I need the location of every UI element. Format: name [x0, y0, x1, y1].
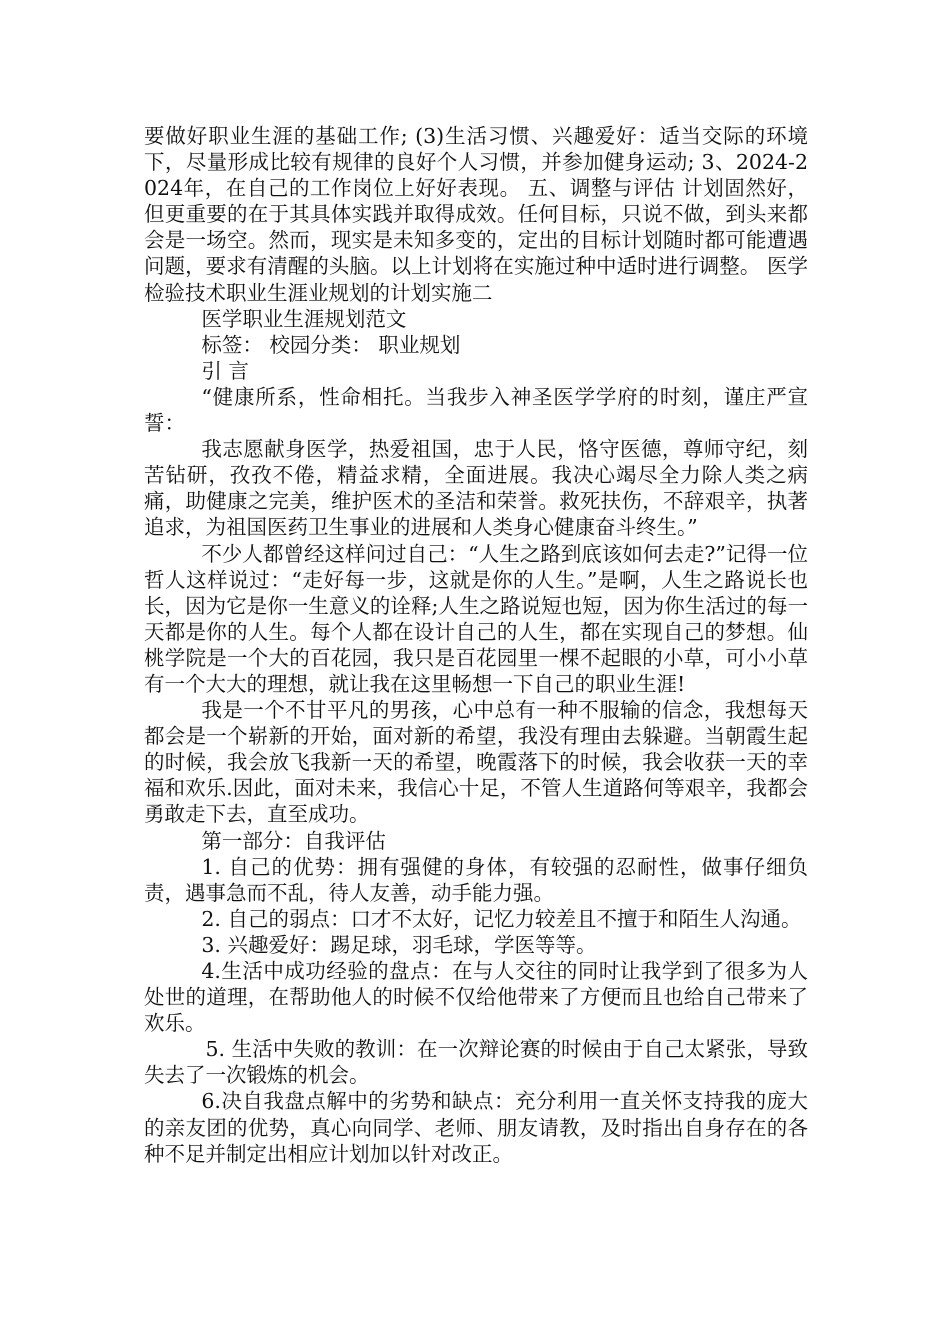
paragraph-oath-opening: “健康所系，性命相托。当我步入神圣医学学府的时刻，谨庄严宣誓：	[144, 384, 808, 436]
paragraph-self-belief: 我是一个不甘平凡的男孩，心中总有一种不服输的信念，我想每天都会是一个崭新的开始，面对新的希望，我没有理由去躲避。当朝霞生起的时候，我会放飞我新一天的希望，晚霞落下的时候，我会收获一天的幸福和欢乐.因此，面对未来，我信心十足，不管人生道路何等艰辛，我都会勇敢走下去，直至成功。	[144, 698, 808, 827]
list-item-improvement-plan: 6.决自我盘点解中的劣势和缺点：充分利用一直关怀支持我的庞大的亲友团的优势，真心向同学、老师、朋友请教，及时指出自身存在的各种不足并制定出相应计划加以针对改正。	[144, 1089, 808, 1166]
paragraph-life-path: 不少人都曾经这样问过自己：“人生之路到底该如何去走?”记得一位哲人这样说过：“走好每一步，这就是你的人生。”是啊，人生之路说长也长，因为它是你一生意义的诠释;人生之路说短也短，因为你生活过的每一天都是你的人生。每个人都在设计自己的人生，都在实现自己的梦想。仙桃学院是一个大的百花园，我只是百花园里一棵不起眼的小草，可小小草有一个大大的理想，就让我在这里畅想一下自己的职业生涯!	[144, 541, 808, 696]
paragraph-intro-continuation: 要做好职业生涯的基础工作; (3)生活习惯、兴趣爱好：适当交际的环境下，尽量形成比较有规律的良好个人习惯，并参加健身运动; 3、2024-2024年，在自己的工作岗位上好好表现。 五、调整与评估 计划固然好，但更重要的在于其具体实践并取得成效。任何目标，只说不做，到头来都会是一场空。然而，现实是未知多变的，定出的目标计划随时都可能遭遇问题，要求有清醒的头脑。以上计划将在实施过种中适时进行调整。 医学检验技术职业生涯业规划的计划实施二	[144, 124, 808, 305]
document-tags: 标签： 校园分类： 职业规划	[201, 332, 461, 357]
paragraph-oath-body: 我志愿献身医学，热爱祖国，忠于人民，恪守医德，尊师守纪，刻苦钻研，孜孜不倦，精益求精，全面进展。我决心竭尽全力除人类之病痛，助健康之完美，维护医术的圣洁和荣誉。救死扶伤，不辞艰辛，执著追求，为祖国医药卫生事业的进展和人类身心健康奋斗终生。”	[144, 437, 808, 540]
list-item-weaknesses: 2. 自己的弱点：口才不太好，记忆力较差且不擅于和陌生人沟通。	[201, 906, 802, 931]
list-item-success-experience: 4.生活中成功经验的盘点：在与人交往的同时让我学到了很多为人处世的道理，在帮助他人的时候不仅给他带来了方便而且也给自己带来了欢乐。	[144, 959, 808, 1036]
list-item-failure-lesson: 5. 生活中失败的教训：在一次辩论赛的时候由于自己太紧张，导致失去了一次锻炼的机会。	[144, 1037, 808, 1088]
document-title: 医学职业生涯规划范文	[201, 306, 407, 331]
section-heading-self-assessment: 第一部分：自我评估	[201, 828, 386, 853]
list-item-interests: 3. 兴趣爱好：踢足球，羽毛球，学医等等。	[201, 932, 597, 957]
list-item-strengths: 1. 自己的优势：拥有强健的身体，有较强的忍耐性，做事仔细负责，遇事急而不乱，待人友善，动手能力强。	[144, 854, 808, 905]
section-heading-preface: 引 言	[201, 358, 249, 383]
document-page	[144, 123, 808, 1167]
